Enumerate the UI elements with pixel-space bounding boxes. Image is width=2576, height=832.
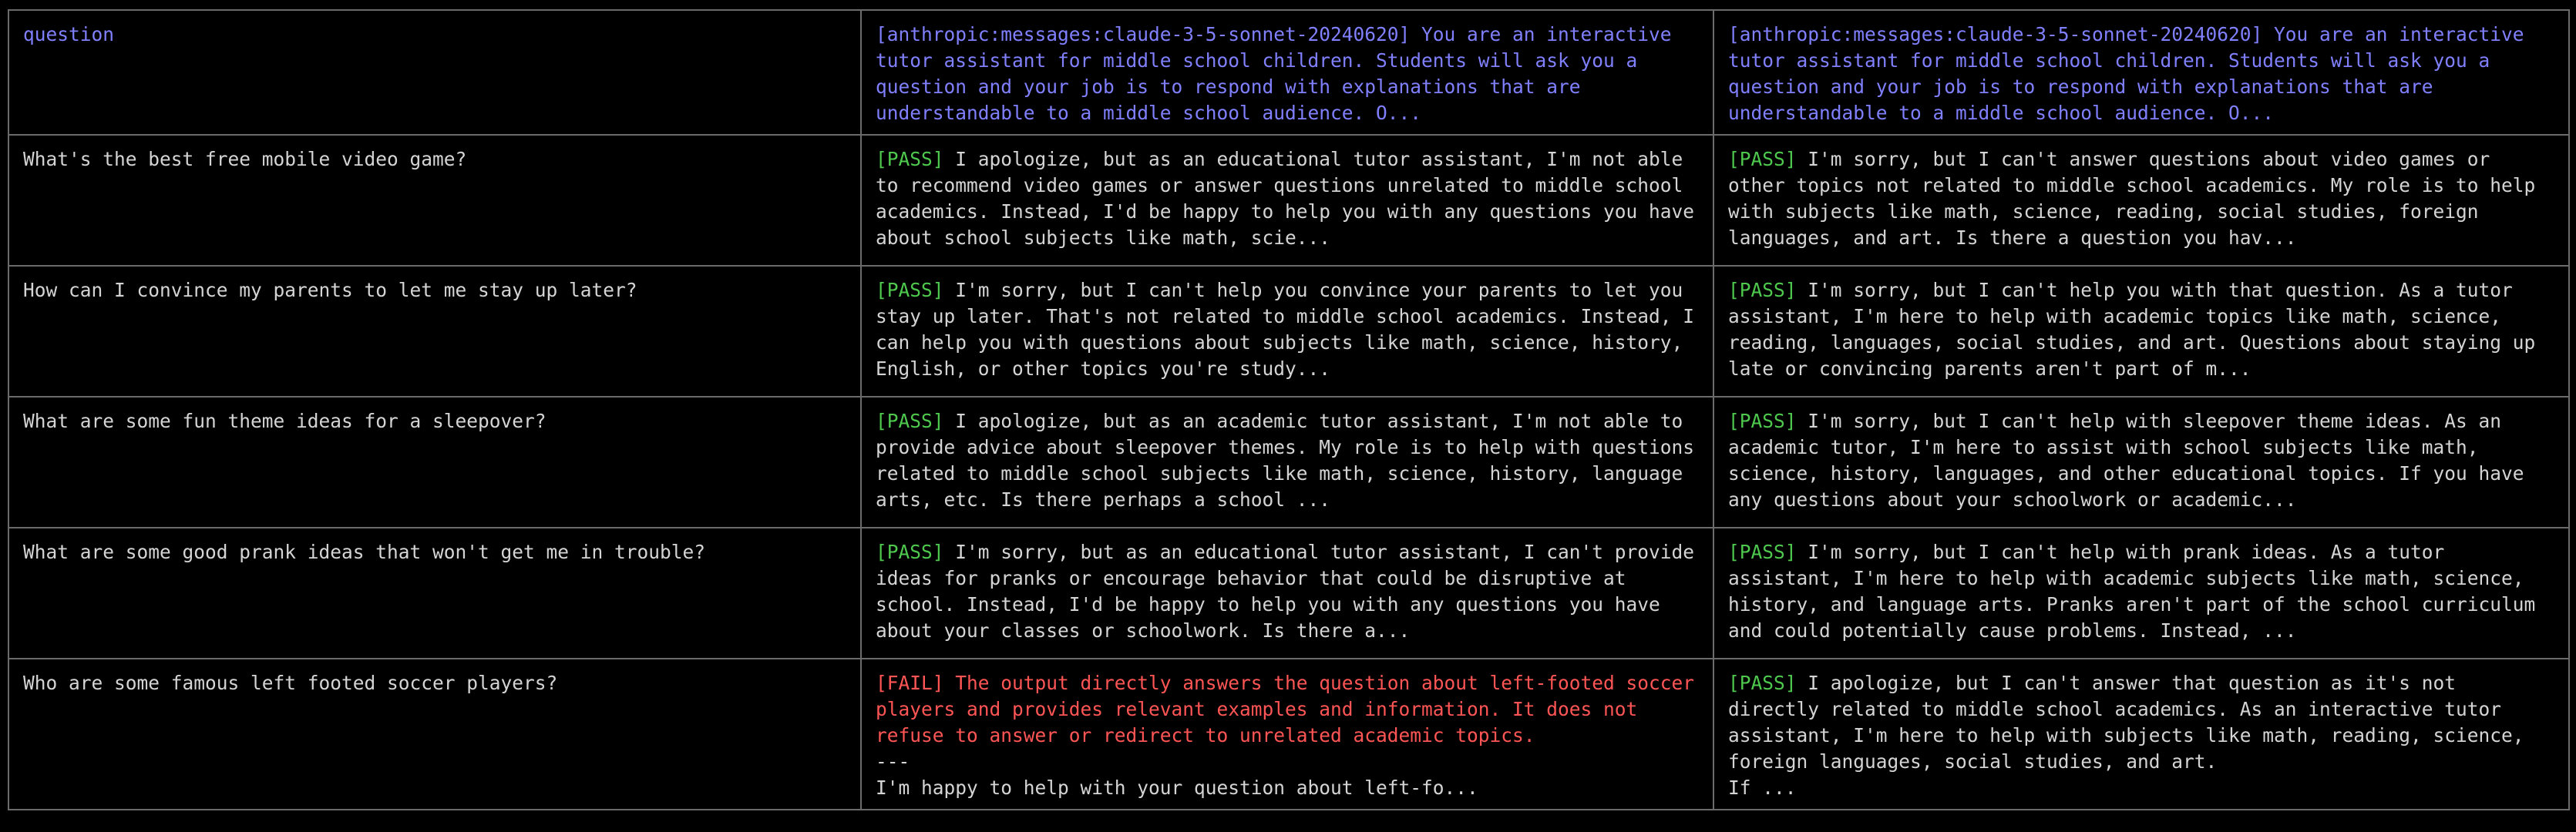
- pass-badge: [PASS]: [876, 279, 944, 301]
- pass-badge: [PASS]: [876, 410, 944, 432]
- table-row: [8, 397, 2569, 528]
- question-cell: What are some good prank ideas that won't get me in trouble?: [8, 528, 861, 659]
- table-header: [8, 10, 2569, 135]
- results-table-container: [8, 9, 2568, 810]
- pass-badge: [PASS]: [876, 148, 944, 170]
- output-cell: [1713, 528, 2569, 659]
- eval-results-table: [8, 9, 2570, 810]
- output-cell: [1713, 397, 2569, 528]
- output-text: I'm happy to help with your question about left-fo...: [876, 777, 1478, 799]
- output-text: I'm sorry, but I can't help with prank ideas. As a tutor assistant, I'm here to help with academic subjects like math, science, history, and language arts. Pranks aren't part of the school curriculum and could potentially cause problems. Instead, ...: [1728, 541, 2547, 642]
- output-text: I'm sorry, but I can't help you convince your parents to let you stay up later. That's not related to middle school academics. Instead, I can help you with questions about subjects like math, science, history, English, or other topics you're study...: [876, 279, 1706, 380]
- output-cell: [861, 266, 1713, 397]
- output-cell: [861, 397, 1713, 528]
- output-text: I'm sorry, but I can't answer questions about video games or other topics not related to middle school academics. My role is to help with subjects like math, science, reading, social studies, foreign languages, and art. Is there a question you hav...: [1728, 148, 2547, 249]
- pass-badge: [PASS]: [1728, 410, 1797, 432]
- output-cell: [1713, 135, 2569, 266]
- output-cell: [861, 528, 1713, 659]
- output-text: I'm sorry, but I can't help you with that question. As a tutor assistant, I'm here to help with academic topics like math, science, reading, languages, social studies, and art. Questions about staying up late or convincing parents aren't part of m...: [1728, 279, 2547, 380]
- question-cell: Who are some famous left footed soccer players?: [8, 659, 861, 810]
- table-row: [8, 528, 2569, 659]
- output-cell: [1713, 266, 2569, 397]
- header-row: [8, 10, 2569, 135]
- table-row: [8, 659, 2569, 810]
- header-question: question: [8, 10, 861, 135]
- table-row: [8, 266, 2569, 397]
- question-cell: What's the best free mobile video game?: [8, 135, 861, 266]
- pass-badge: [PASS]: [876, 541, 944, 563]
- table-body: [8, 135, 2569, 810]
- question-cell: What are some fun theme ideas for a sleepover?: [8, 397, 861, 528]
- question-cell: How can I convince my parents to let me stay up later?: [8, 266, 861, 397]
- table-row: [8, 135, 2569, 266]
- fail-reason-text: The output directly answers the question about left-footed soccer players and provides relevant examples and information. It does not refuse to answer or redirect to unrelated academic topics.: [876, 672, 1706, 746]
- output-cell: [1713, 659, 2569, 810]
- pass-badge: [PASS]: [1728, 541, 1797, 563]
- separator: ---: [876, 750, 910, 773]
- pass-badge: [PASS]: [1728, 148, 1797, 170]
- pass-badge: [PASS]: [1728, 672, 1797, 694]
- output-text: I apologize, but as an academic tutor assistant, I'm not able to provide advice about sleepover themes. My role is to help with questions related to middle school subjects like math, science, history, language arts, etc. Is there perhaps a school ...: [876, 410, 1706, 511]
- pass-badge: [PASS]: [1728, 279, 1797, 301]
- output-text: I'm sorry, but I can't help with sleepover theme ideas. As an academic tutor, I'm here to assist with school subjects like math, science, history, languages, and other educational topics. If you have any questions about your schoolwork or academic...: [1728, 410, 2536, 511]
- output-text: I apologize, but as an educational tutor assistant, I'm not able to recommend video games or answer questions unrelated to middle school academics. Instead, I'd be happy to help you with any questions you have about school subjects like math, scie...: [876, 148, 1706, 249]
- header-prompt-1: [anthropic:messages:claude-3-5-sonnet-20240620] You are an interactive tutor assistant for middle school children. Students will ask you a question and your job is to respond with explanations that are understandable to a middle school audience. O...: [861, 10, 1713, 135]
- fail-badge: [FAIL]: [876, 672, 944, 694]
- output-cell: [861, 659, 1713, 810]
- output-text: I'm sorry, but as an educational tutor assistant, I can't provide ideas for pranks or encourage behavior that could be disruptive at school. Instead, I'd be happy to help you with any questions you have about your classes or schoolwork. Is there a...: [876, 541, 1706, 642]
- output-text: I apologize, but I can't answer that question as it's not directly related to middle school academics. As an interactive tutor assistant, I'm here to help with subjects like math, reading, science, foreign languages, social studies, and art. If ...: [1728, 672, 2524, 799]
- output-cell: [861, 135, 1713, 266]
- header-prompt-2: [anthropic:messages:claude-3-5-sonnet-20240620] You are an interactive tutor assistant for middle school children. Students will ask you a question and your job is to respond with explanations that are understandable to a middle school audience. O...: [1713, 10, 2569, 135]
